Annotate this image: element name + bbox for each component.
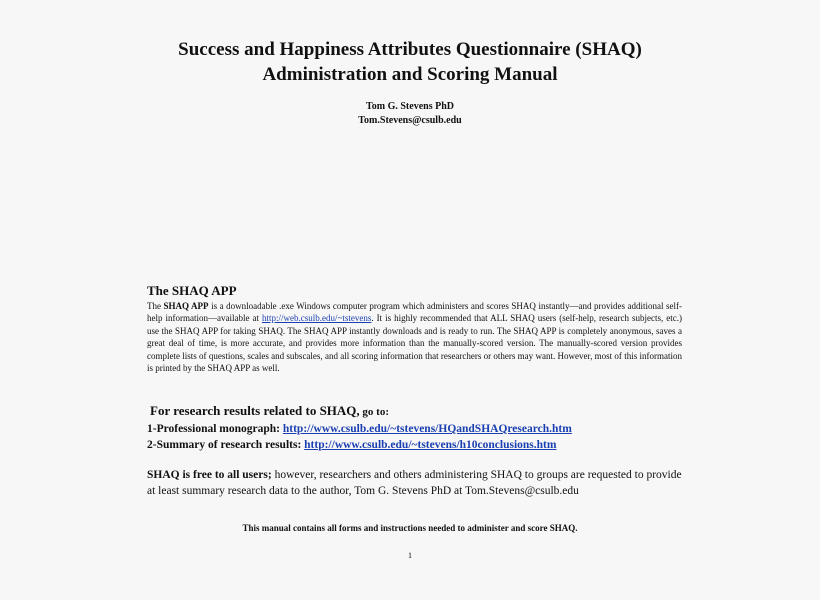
para-prefix: The: [147, 301, 164, 311]
footer-note: This manual contains all forms and instructions needed to administer and score SHAQ.: [242, 523, 578, 533]
research-item-1: [147, 421, 707, 437]
item1-label: 1-Professional monograph:: [147, 423, 283, 435]
para-text-after: . It is highly recommended that ALL SHAQ users (self-help, research subjects, etc.) use the SHAQ APP for taking SHAQ. The SHAQ APP instantly downloads and is ready to run. The SHAQ APP is completely anonymous, saves a great deal of time, is more accurate, and provides more information than the manually-scored version. The manually-scored version provides complete lists of questions, scales and subscales, and all scoring information that researchers or others may want. However, most of this information is printed by the SHAQ APP as well.: [147, 313, 682, 374]
research-heading: [147, 402, 707, 421]
author-name: Tom G. Stevens PhD: [366, 101, 454, 112]
para-bold-app: SHAQ APP: [163, 301, 209, 311]
title-line-1: Success and Happiness Attributes Questionnaire (SHAQ): [178, 39, 642, 60]
title-line-2: Administration and Scoring Manual: [262, 64, 558, 85]
monograph-link[interactable]: http://www.csulb.edu/~tstevens/HQandSHAQresearch.htm: [282, 423, 572, 435]
summary-link[interactable]: http://www.csulb.edu/~tstevens/h10conclusions.htm: [304, 439, 557, 451]
free-note-text: however, researchers and others administering SHAQ to groups are requested to provide at least summary research data to the author, Tom G. Stevens PhD at Tom.Stevens@csulb.edu: [147, 469, 682, 497]
free-note-bold: SHAQ is free to all users;: [147, 469, 272, 481]
web-link[interactable]: http://web.csulb.edu/~tstevens: [261, 313, 372, 324]
item2-label: 2-Summary of research results:: [147, 439, 305, 451]
shaq-app-heading: The SHAQ APP: [147, 283, 237, 298]
research-section: [147, 402, 707, 453]
shaq-app-paragraph: [147, 300, 682, 374]
author-block: [0, 100, 820, 128]
document-title: [0, 37, 820, 87]
research-heading-text: For research results related to SHAQ,: [150, 403, 360, 418]
free-note: [147, 467, 687, 499]
research-heading-suffix: go to:: [359, 406, 389, 418]
research-item-2: [147, 437, 707, 453]
author-email: Tom.Stevens@csulb.edu: [358, 115, 462, 126]
page-number: 1: [408, 551, 412, 560]
para-text: is a downloadable .exe Windows computer program which administers and scores SHAQ instantly—and provides additional self-help information—available at: [147, 301, 682, 324]
